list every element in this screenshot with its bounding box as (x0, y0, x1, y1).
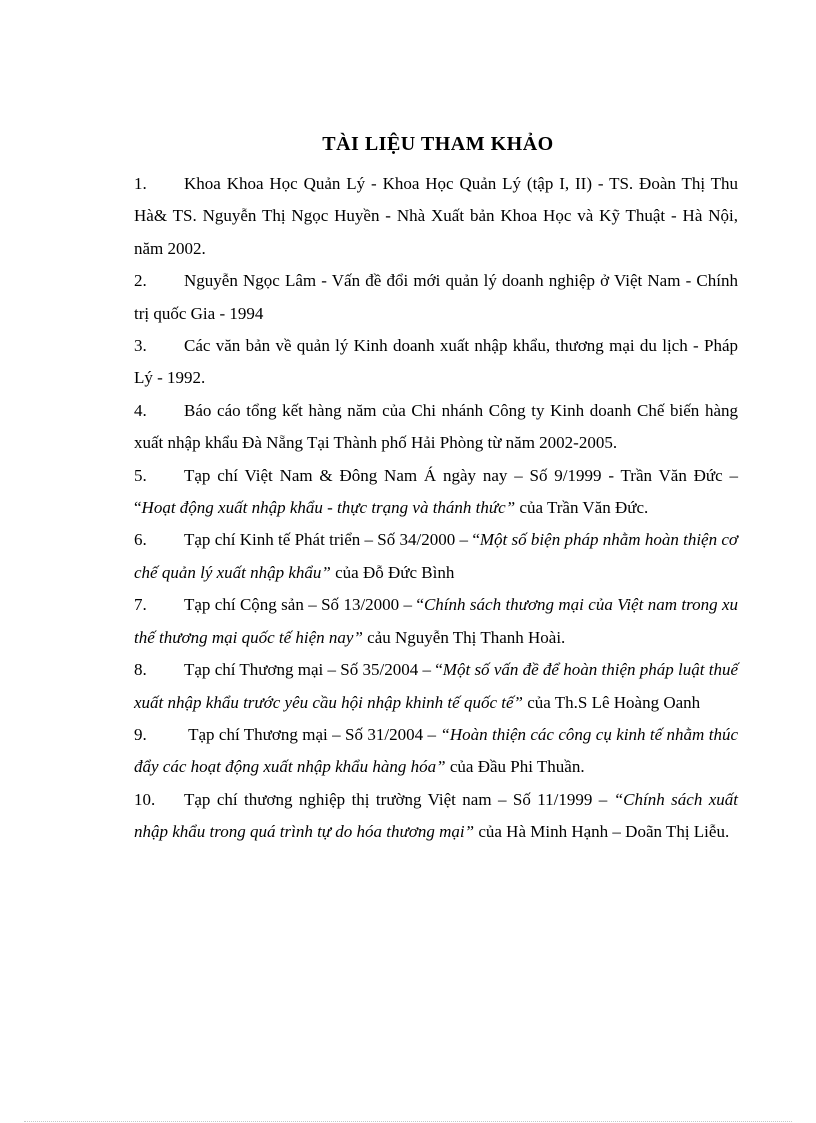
reference-text: của Th.S Lê Hoàng Oanh (522, 692, 701, 712)
reference-number: 2. (134, 271, 147, 291)
reference-text: Báo cáo tổng kết hàng năm của Chi nhánh Công ty Kinh doanh Chế biến hàng xuất nhập khẩu Đà Nẵng Tại Thành phố Hải Phòng từ năm 2002-2005. (134, 400, 738, 453)
reference-item (134, 589, 738, 654)
reference-text: của Hà Minh Hạnh – Doãn Thị Liễu. (474, 822, 730, 842)
reference-number: 7. (134, 595, 147, 615)
reference-item (134, 784, 738, 849)
reference-number: 10. (134, 789, 156, 809)
reference-title-italic: “Chính sách xuất nhập khẩu trong quá trình tự do hóa thương mại” (134, 789, 739, 842)
page-title: TÀI LIỆU THAM KHẢO (322, 133, 554, 155)
reference-text: của Đỗ Đức Bình (330, 562, 455, 582)
reference-text: Tạp chí Thương mại – Số 35/2004 – “ (184, 660, 443, 680)
reference-text: Tạp chí Việt Nam & Đông Nam Á ngày nay – Số 9/1999 - Trần Văn Đức – “ (134, 465, 738, 518)
page-bottom-divider (24, 1121, 792, 1122)
reference-title-italic: Một số vấn đề để hoàn thiện pháp luật thuế xuất nhập khẩu trước yêu cầu hội nhập khinh tế quốc tế” (134, 660, 738, 712)
reference-text: Nguyễn Ngọc Lâm - Vấn đề đổi mới quản lý doanh nghiệp ở Việt Nam - Chính trị quốc Gia - 1994 (134, 271, 738, 323)
reference-title-italic: Hoạt động xuất nhập khẩu - thực trạng và thánh thức” (141, 498, 516, 518)
reference-title-italic: Một số biện pháp nhằm hoàn thiện cơ chế quản lý xuất nhập khẩu” (134, 530, 738, 582)
reference-text: Các văn bản về quản lý Kinh doanh xuất nhập khẩu, thương mại du lịch - Pháp Lý - 1992. (134, 336, 738, 388)
reference-text: Khoa Khoa Học Quản Lý - Khoa Học Quản Lý (tập I, II) - TS. Đoàn Thị Thu Hà& TS. Nguyễn Thị Ngọc Huyền - Nhà Xuất bản Khoa Học và Kỹ Thuật - Hà Nội, năm 2002. (134, 174, 738, 258)
reference-number: 5. (134, 465, 147, 485)
reference-item (134, 265, 738, 330)
reference-text: của Đầu Phi Thuần. (445, 757, 585, 777)
page-content (134, 128, 738, 849)
reference-item (134, 460, 738, 525)
reference-item (134, 654, 738, 719)
reference-item (134, 395, 738, 460)
reference-number: 1. (134, 174, 147, 193)
reference-number: 9. (134, 724, 147, 744)
reference-text: Tạp chí Kinh tế Phát triển – Số 34/2000 – “ (184, 530, 480, 550)
reference-text: cảu Nguyễn Thị Thanh Hoài. (362, 627, 566, 647)
reference-number: 6. (134, 530, 147, 550)
reference-text: của Trần Văn Đức. (515, 498, 649, 518)
reference-item (134, 524, 738, 589)
reference-title-italic: “Hoàn thiện các công cụ kinh tế nhằm thúc đẩy các hoạt động xuất nhập khẩu hàng hóa” (134, 724, 738, 777)
reference-number: 3. (134, 336, 147, 356)
reference-item (134, 330, 738, 395)
reference-item (134, 168, 738, 265)
reference-title-italic: Chính sách thương mại của Việt nam trong xu thế thương mại quốc tế hiện nay” (134, 595, 738, 647)
reference-item (134, 719, 738, 784)
reference-list (134, 168, 738, 849)
reference-text: Tạp chí thương nghiệp thị trường Việt nam – Số 11/1999 – (184, 789, 614, 809)
reference-number: 4. (134, 400, 147, 420)
reference-text: Tạp chí Cộng sản – Số 13/2000 – “ (184, 595, 424, 615)
reference-text: Tạp chí Thương mại – Số 31/2004 – (184, 724, 441, 744)
reference-number: 8. (134, 660, 147, 680)
